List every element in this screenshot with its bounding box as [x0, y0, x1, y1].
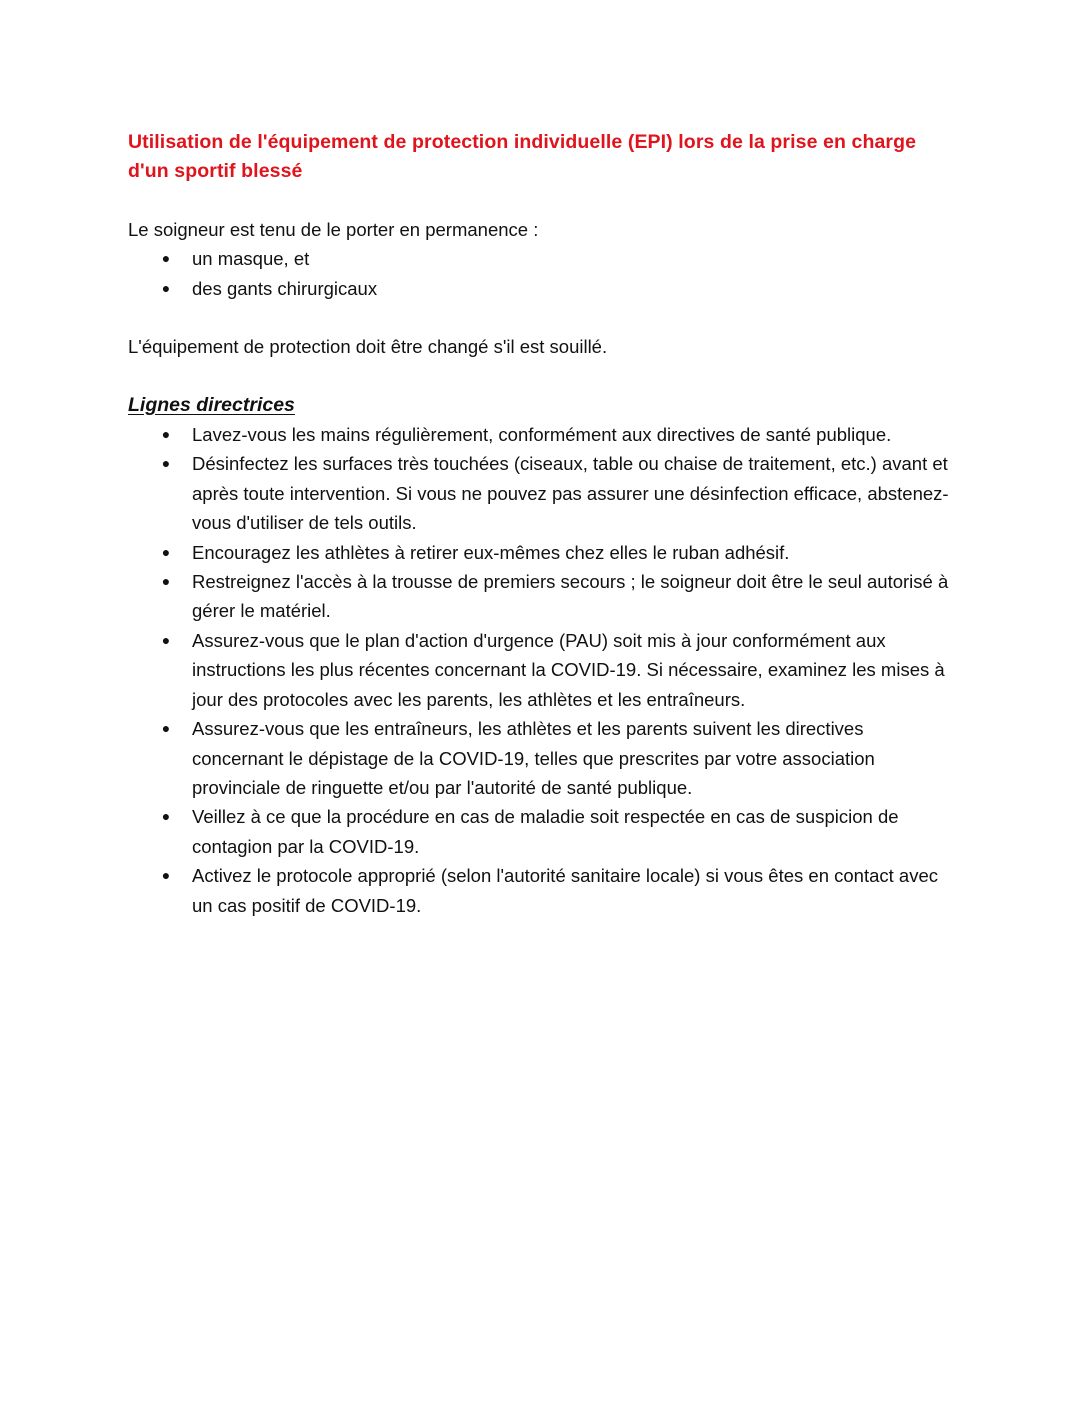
list-item-text: Lavez-vous les mains régulièrement, conformément aux directives de santé publique. — [192, 424, 892, 446]
document-content — [128, 128, 958, 920]
bullet-icon: ● — [161, 250, 171, 267]
intro-paragraph: Le soigneur est tenu de le porter en permanence : — [128, 219, 539, 240]
bullet-icon: ● — [161, 455, 171, 472]
list-item — [128, 420, 958, 449]
bullet-icon: ● — [161, 279, 171, 296]
equipment-list — [128, 244, 958, 303]
list-item — [128, 538, 958, 567]
list-item-text: Encouragez les athlètes à retirer eux-mêmes chez elles le ruban adhésif. — [192, 541, 790, 563]
spacer — [128, 303, 958, 332]
bullet-icon: ● — [161, 573, 171, 590]
list-item-text: Restreignez l'accès à la trousse de premiers secours ; le soigneur doit être le seul autorisé à gérer le matériel. — [192, 571, 949, 622]
bullet-icon: ● — [161, 867, 171, 884]
list-item — [128, 714, 958, 802]
list-item — [128, 274, 958, 303]
document-title: Utilisation de l'équipement de protection individuelle (EPI) lors de la prise en charge d'un sportif blessé — [128, 131, 917, 182]
change-note-paragraph: L'équipement de protection doit être changé s'il est souillé. — [128, 336, 608, 358]
bullet-icon: ● — [161, 631, 171, 648]
bullet-icon: ● — [161, 543, 171, 560]
list-item — [128, 567, 958, 626]
spacer — [128, 362, 958, 391]
spacer — [128, 186, 958, 215]
list-item — [128, 802, 958, 861]
list-item-text: un masque, et — [192, 248, 310, 270]
list-item-text: Désinfectez les surfaces très touchées (ciseaux, table ou chaise de traitement, etc.) avant et après toute intervention. Si vous ne pouvez pas assurer une désinfection efficace, abstenez-vous d'utiliser de tels outils. — [192, 453, 949, 534]
list-item-text: Assurez-vous que les entraîneurs, les athlètes et les parents suivent les directives concernant le dépistage de la COVID-19, telles que prescrites par votre association provinciale de ringuette et/ou par l'autorité de santé publique. — [192, 718, 875, 798]
list-item-text: Veillez à ce que la procédure en cas de maladie soit respectée en cas de suspicion de contagion par la COVID-19. — [192, 806, 899, 857]
list-item-text: Activez le protocole approprié (selon l'autorité sanitaire locale) si vous êtes en contact avec un cas positif de COVID-19. — [192, 865, 938, 916]
bullet-icon: ● — [161, 720, 171, 737]
list-item-text: des gants chirurgicaux — [192, 277, 378, 299]
list-item — [128, 244, 958, 273]
list-item — [128, 449, 958, 537]
guidelines-list — [128, 420, 958, 920]
list-item-text: Assurez-vous que le plan d'action d'urgence (PAU) soit mis à jour conformément aux instructions les plus récentes concernant la COVID-19. Si nécessaire, examinez les mises à jour des protocoles avec les parents, les athlètes et les entraîneurs. — [192, 629, 945, 710]
bullet-icon: ● — [161, 426, 171, 443]
list-item — [128, 626, 958, 714]
list-item — [128, 861, 958, 920]
bullet-icon: ● — [161, 808, 171, 825]
guidelines-heading: Lignes directrices — [128, 393, 295, 416]
